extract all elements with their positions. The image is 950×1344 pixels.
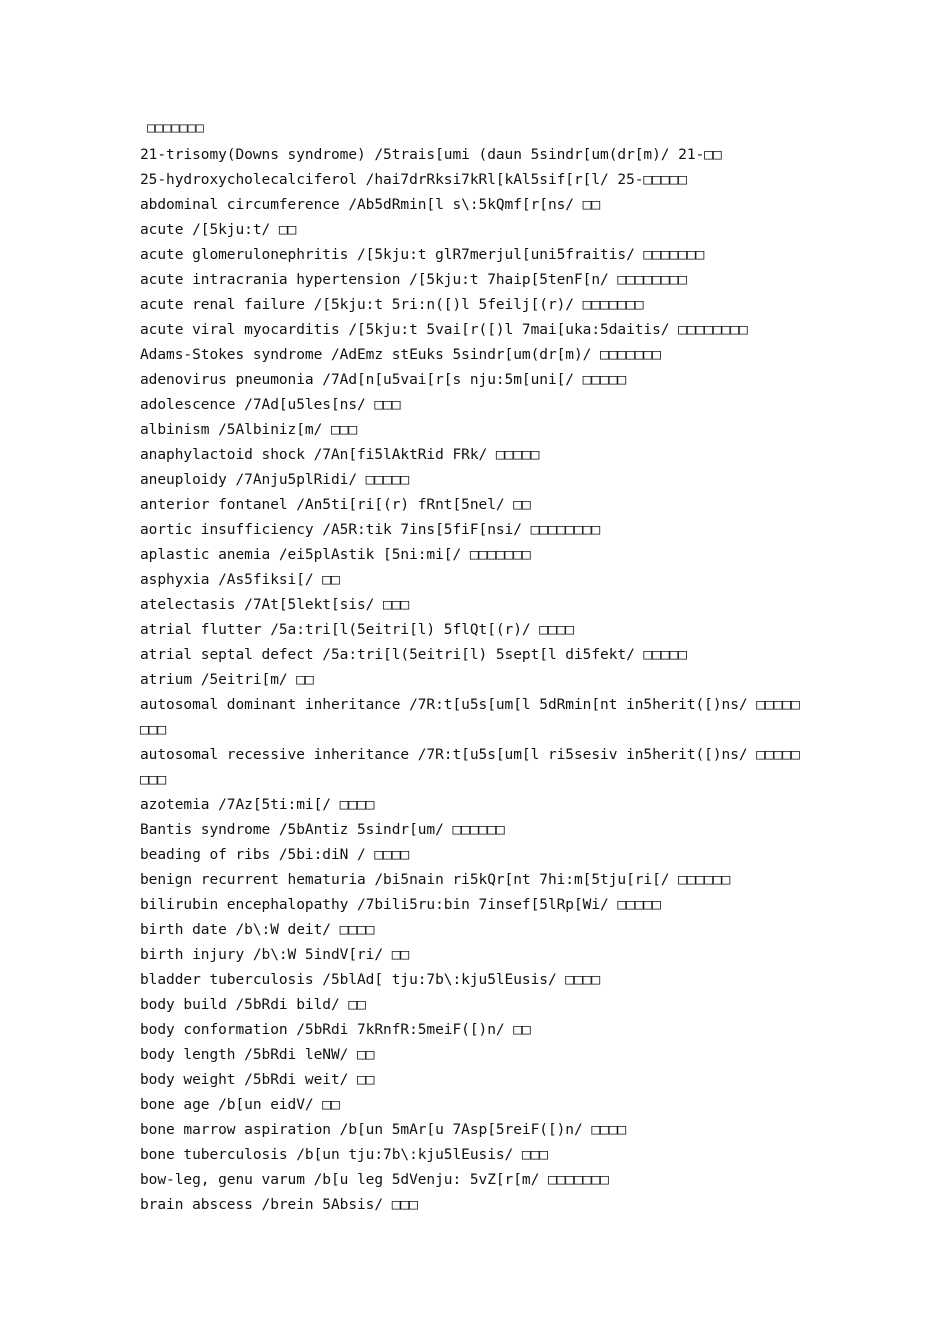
glossary-entry: body conformation /5bRdi 7kRnfR:5meiF([)n/ □□ [140, 1022, 531, 1038]
glossary-entry: birth date /b\:W deit/ □□□□ [140, 922, 375, 938]
glossary-entry: bone marrow aspiration /b[un 5mAr[u 7Asp[5reiF([)n/ □□□□ [140, 1122, 627, 1138]
glossary-list [140, 143, 800, 1218]
glossary-entry: acute /[5kju:t/ □□ [140, 222, 297, 238]
glossary-entry: atrium /5eitri[m/ □□ [140, 672, 314, 688]
glossary-entry: brain abscess /brein 5Absis/ □□□ [140, 1197, 418, 1213]
glossary-entry: abdominal circumference /Ab5dRmin[l s\:5kQmf[r[ns/ □□ [140, 197, 601, 213]
glossary-entry: beading of ribs /5bi:diN / □□□□ [140, 847, 410, 863]
glossary-entry: aortic insufficiency /A5R:tik 7ins[5fiF[nsi/ □□□□□□□□ [140, 522, 601, 538]
glossary-entry: adolescence /7Ad[u5les[ns/ □□□ [140, 397, 401, 413]
glossary-entry: atelectasis /7At[5lekt[sis/ □□□ [140, 597, 410, 613]
glossary-entry: aplastic anemia /ei5plAstik [5ni:mi[/ □□□□□□□ [140, 547, 531, 563]
glossary-entry: body build /5bRdi bild/ □□ [140, 997, 366, 1013]
glossary-entry: acute renal failure /[5kju:t 5ri:n([)l 5feilj[(r)/ □□□□□□□ [140, 297, 644, 313]
glossary-entry: Adams-Stokes syndrome /AdEmz stEuks 5sindr[um(dr[m)/ □□□□□□□ [140, 347, 661, 363]
glossary-entry: bladder tuberculosis /5blAd[ tju:7b\:kju5lEusis/ □□□□ [140, 972, 601, 988]
glossary-entry: bone tuberculosis /b[un tju:7b\:kju5lEusis/ □□□ [140, 1147, 548, 1163]
glossary-entry: acute intracrania hypertension /[5kju:t 7haip[5tenF[n/ □□□□□□□□ [140, 272, 687, 288]
glossary-entry: bow-leg, genu varum /b[u leg 5dVenju: 5vZ[r[m/ □□□□□□□ [140, 1172, 609, 1188]
document-title: □□□□□□□ [147, 120, 204, 136]
glossary-entry: acute glomerulonephritis /[5kju:t glR7merjul[uni5fraitis/ □□□□□□□ [140, 247, 705, 263]
glossary-entry: 21-trisomy(Downs syndrome) /5trais[umi (daun 5sindr[um(dr[m)/ 21-□□ [140, 147, 722, 163]
glossary-entry: atrial flutter /5a:tri[l(5eitri[l) 5flQt[(r)/ □□□□ [140, 622, 574, 638]
glossary-entry: atrial septal defect /5a:tri[l(5eitri[l) 5sept[l di5fekt/ □□□□□ [140, 647, 687, 663]
glossary-entry: birth injury /b\:W 5indV[ri/ □□ [140, 947, 410, 963]
glossary-entry: bone age /b[un eidV/ □□ [140, 1097, 340, 1113]
glossary-entry: autosomal recessive inheritance /7R:t[u5s[um[l ri5sesiv in5herit([)ns/ □□□□□ □□□ [140, 747, 800, 788]
glossary-entry: body length /5bRdi leNW/ □□ [140, 1047, 375, 1063]
glossary-entry: benign recurrent hematuria /bi5nain ri5kQr[nt 7hi:m[5tju[ri[/ □□□□□□ [140, 872, 731, 888]
glossary-entry: 25-hydroxycholecalciferol /hai7drRksi7kRl[kAl5sif[r[l/ 25-□□□□□ [140, 172, 687, 188]
glossary-entry: anaphylactoid shock /7An[fi5lAktRid FRk/ □□□□□ [140, 447, 540, 463]
glossary-entry: autosomal dominant inheritance /7R:t[u5s[um[l 5dRmin[nt in5herit([)ns/ □□□□□ □□□ [140, 697, 800, 738]
glossary-entry: azotemia /7Az[5ti:mi[/ □□□□ [140, 797, 375, 813]
glossary-entry: albinism /5Albiniz[m/ □□□ [140, 422, 357, 438]
glossary-entry: aneuploidy /7Anju5plRidi/ □□□□□ [140, 472, 410, 488]
glossary-entry: body weight /5bRdi weit/ □□ [140, 1072, 375, 1088]
glossary-entry: bilirubin encephalopathy /7bili5ru:bin 7insef[5lRp[Wi/ □□□□□ [140, 897, 661, 913]
glossary-entry: anterior fontanel /An5ti[ri[(r) fRnt[5nel/ □□ [140, 497, 531, 513]
glossary-entry: Bantis syndrome /5bAntiz 5sindr[um/ □□□□□□ [140, 822, 505, 838]
glossary-entry: acute viral myocarditis /[5kju:t 5vai[r([)l 7mai[uka:5daitis/ □□□□□□□□ [140, 322, 748, 338]
glossary-entry: adenovirus pneumonia /7Ad[n[u5vai[r[s nju:5m[uni[/ □□□□□ [140, 372, 627, 388]
glossary-entry: asphyxia /As5fiksi[/ □□ [140, 572, 340, 588]
